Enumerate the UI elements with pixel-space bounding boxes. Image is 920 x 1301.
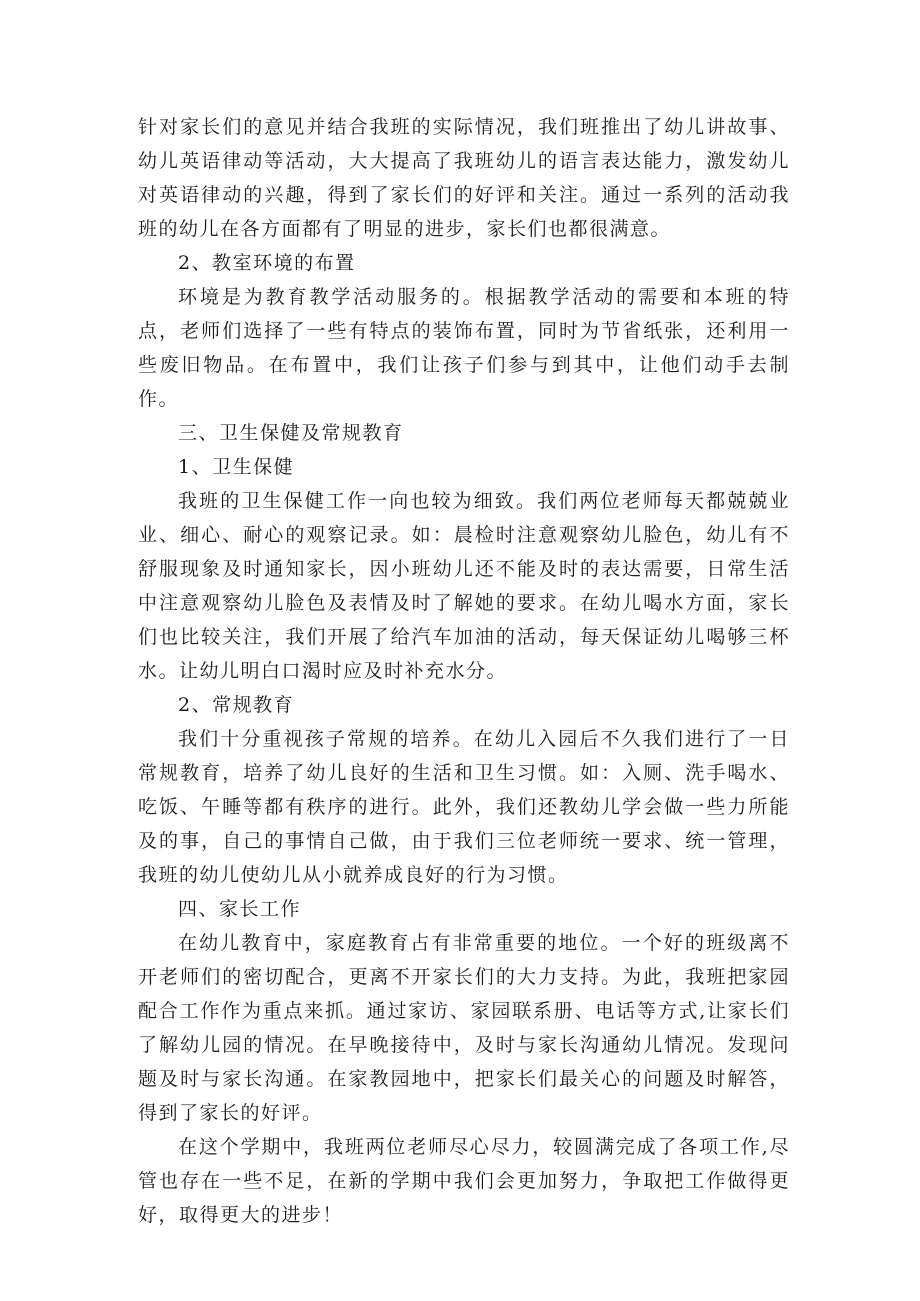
paragraph-classroom-environment: 环境是为教育教学活动服务的。根据教学活动的需要和本班的特点，老师们选择了一些有特点的装饰布置，同时为节省纸张，还利用一些废旧物品。在布置中，我们让孩子们参与到其中，让他们动手去制作。: [138, 286, 790, 410]
document-body: [138, 110, 790, 1232]
paragraph-routine-education: 我们十分重视孩子常规的培养。在幼儿入园后不久我们进行了一日常规教育，培养了幼儿良好的生活和卫生习惯。如：入厕、洗手喝水、吃饭、午睡等都有秩序的进行。此外，我们还教幼儿学会做一些力所能及的事，自己的事情自己做，由于我们三位老师统一要求、统一管理，我班的幼儿使幼儿从小就养成良好的行为习惯。: [138, 728, 790, 886]
paragraph-parent-work: 在幼儿教育中，家庭教育占有非常重要的地位。一个好的班级离不开老师们的密切配合，更离不开家长们的大力支持。为此，我班把家园配合工作作为重点来抓。通过家访、家园联系册、电话等方式,让家长们了解幼儿园的情况。在早晚接待中，及时与家长沟通幼儿情况。发现问题及时与家长沟通。在家教园地中，把家长们最关心的问题及时解答，得到了家长的好评。: [138, 932, 790, 1124]
paragraph-conclusion: 在这个学期中，我班两位老师尽心尽力，较圆满完成了各项工作,尽管也存在一些不足，在新的学期中我们会更加努力，争取把工作做得更好，取得更大的进步！: [138, 1136, 790, 1226]
paragraph-health-care: 我班的卫生保健工作一向也较为细致。我们两位老师每天都兢兢业业、细心、耐心的观察记录。如：晨检时注意观察幼儿脸色，幼儿有不舒服现象及时通知家长，因小班幼儿还不能及时的表达需要，日常生活中注意观察幼儿脸色及表情及时了解她的要求。在幼儿喝水方面，家长们也比较关注，我们开展了给汽车加油的活动，每天保证幼儿喝够三杯水。让幼儿明白口渴时应及时补充水分。: [138, 490, 790, 682]
heading-section-three: 三、卫生保健及常规教育: [178, 422, 404, 444]
heading-parent-work: 四、家长工作: [178, 898, 302, 920]
heading-routine-education: 2、常规教育: [178, 694, 295, 716]
heading-classroom-environment: 2、教室环境的布置: [178, 252, 356, 274]
heading-health-care: 1、卫生保健: [178, 456, 295, 478]
paragraph-intro-continued: 针对家长们的意见并结合我班的实际情况，我们班推出了幼儿讲故事、幼儿英语律动等活动，大大提高了我班幼儿的语言表达能力，激发幼儿对英语律动的兴趣，得到了家长们的好评和关注。通过一系列的活动我班的幼儿在各方面都有了明显的进步，家长们也都很满意。: [138, 116, 790, 240]
